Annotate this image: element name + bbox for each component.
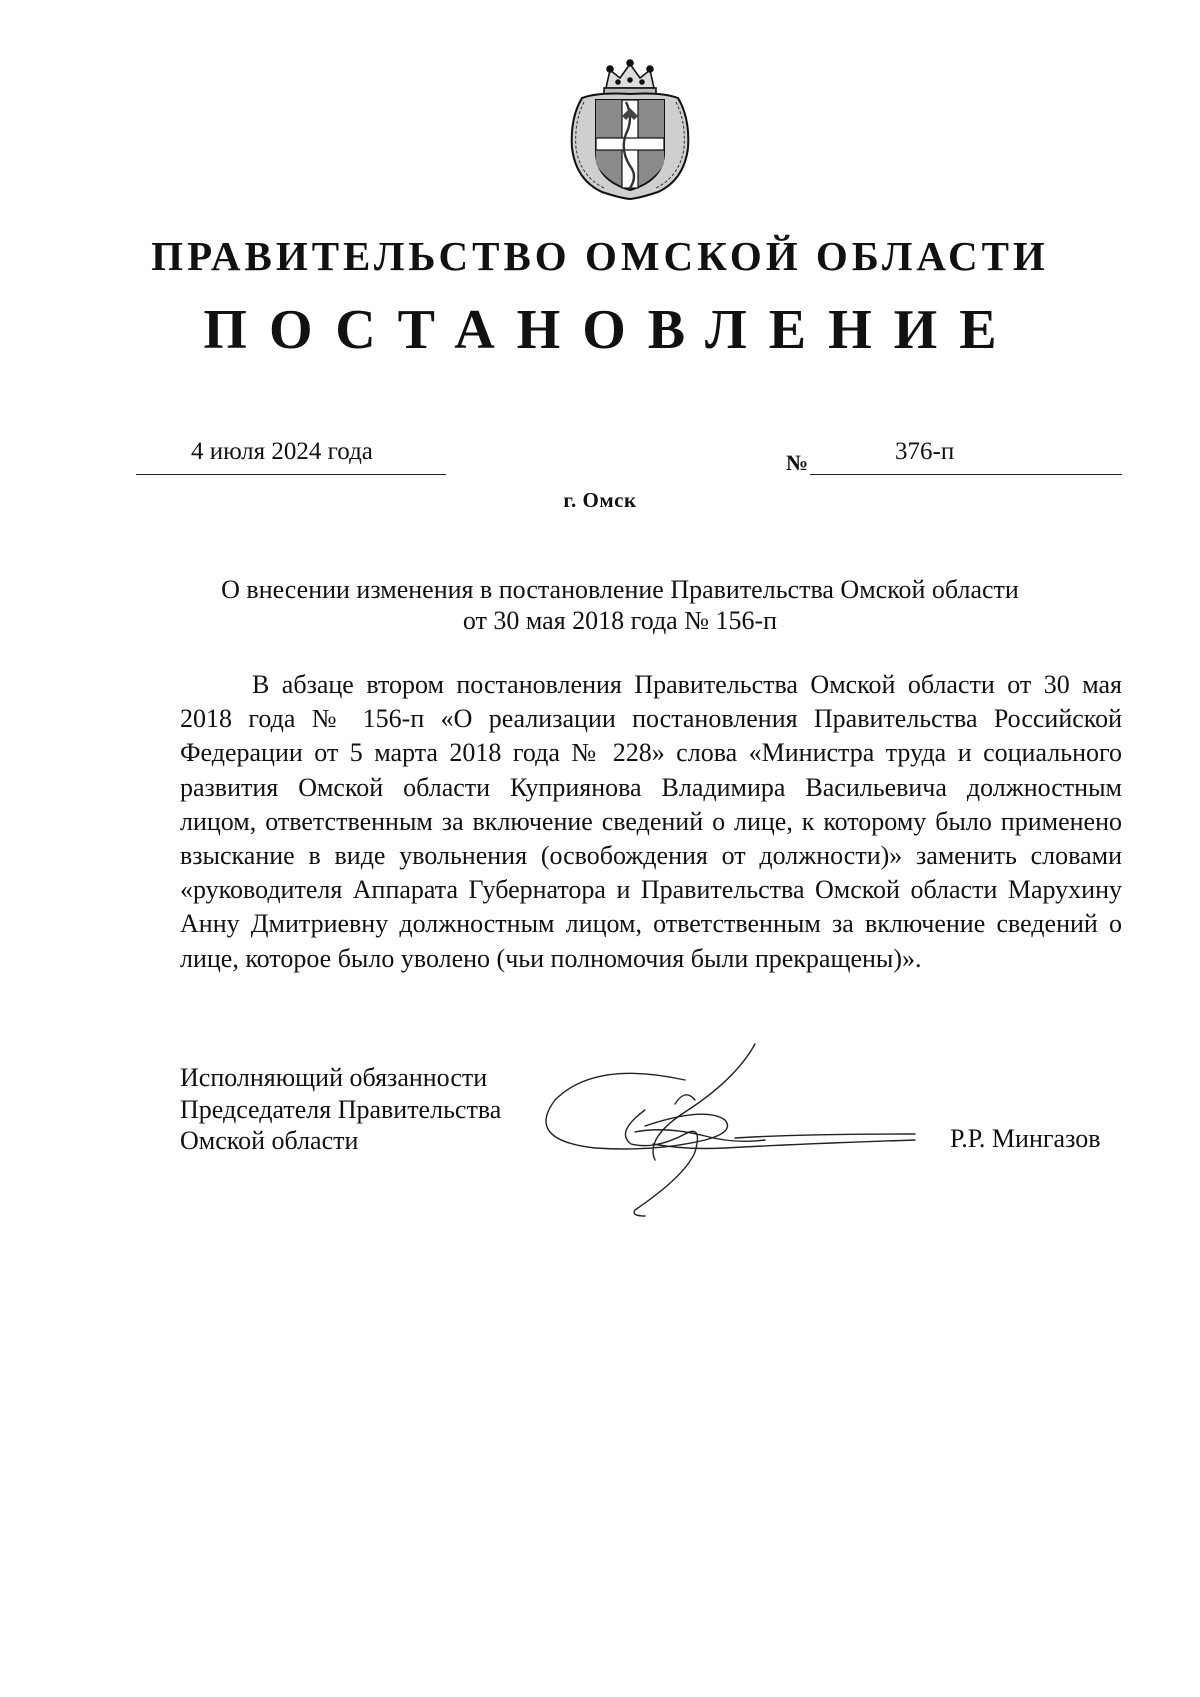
signatory-position-line-3: Омской области <box>180 1126 359 1155</box>
number-field <box>810 438 1122 475</box>
number-sign: № <box>786 450 809 475</box>
subject-line-1: О внесении изменения в постановление Правительства Омской области <box>221 575 1019 604</box>
signatory-position <box>180 1062 501 1157</box>
document-type-title: ПОСТАНОВЛЕНИЕ <box>203 299 1019 361</box>
signatory-position-line-1: Исполняющий обязанности <box>180 1063 488 1092</box>
coat-of-arms-icon <box>562 58 698 200</box>
signatory-position-line-2: Председателя Правительства <box>180 1094 502 1124</box>
document-number: 376-п <box>895 438 955 465</box>
signatory-name: Р.Р. Мингазов <box>950 1124 1101 1153</box>
document-date: 4 июля 2024 года <box>191 438 373 465</box>
authority-title: ПРАВИТЕЛЬСТВО ОМСКОЙ ОБЛАСТИ <box>151 233 1049 279</box>
subject-line-2: от 30 мая 2018 года № 156-п <box>462 606 778 635</box>
document-subject <box>160 574 1080 636</box>
city-label: г. Омск <box>563 488 637 512</box>
date-field <box>136 438 446 475</box>
body-paragraph: В абзаце втором постановления Правительства Омской области от 30 мая 2018 года № 156-п «О реализации постановления Правительства Российской Федерации от 5 марта 2018 года № 228» слова «Министра труда и социального развития Омской области Куприянова Владимира Васильевича должностным лицом, ответственным за включение сведений о лице, к которому было применено взыскание в виде увольнения (освобождения от должности)» заменить словами «руководителя Аппарата Губернатора и Правительства Омской области Марухину Анну Дмитриевну должностным лицом, ответственным за включение сведений о лице, которое было уволено (чьи полномочия были прекращены)». <box>180 670 1122 973</box>
signature-icon <box>535 1040 935 1240</box>
